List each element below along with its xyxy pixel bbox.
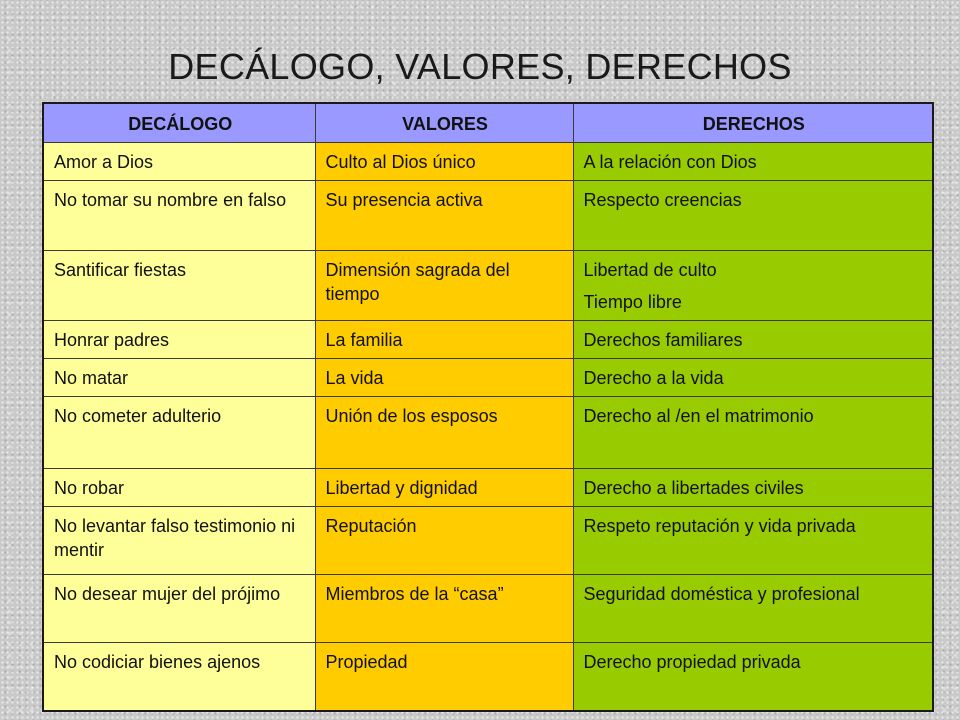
table-row [43, 507, 933, 575]
derechos-cell [573, 469, 933, 507]
decalogo-cell: No tomar su nombre en falso [43, 181, 315, 251]
table-body [43, 143, 933, 711]
table-row [43, 643, 933, 711]
derechos-line: Derechos familiares [583, 330, 743, 350]
decalogue-table [42, 102, 934, 712]
derechos-line: Seguridad doméstica y profesional [583, 584, 860, 604]
derechos-cell [573, 181, 933, 251]
decalogo-cell: No matar [43, 359, 315, 397]
valores-cell: Unión de los esposos [315, 397, 573, 469]
table-row [43, 251, 933, 321]
valores-cell: La familia [315, 321, 573, 359]
valores-cell: Libertad y dignidad [315, 469, 573, 507]
derechos-cell [573, 507, 933, 575]
derechos-line: Libertad de culto [583, 260, 717, 280]
table-row [43, 181, 933, 251]
table-row [43, 469, 933, 507]
derechos-line: Respecto creencias [583, 190, 742, 210]
derechos-line: Derecho al /en el matrimonio [583, 406, 814, 426]
table-row [43, 143, 933, 181]
derechos-line: Derecho a la vida [583, 368, 724, 388]
table-header-row [43, 103, 933, 143]
derechos-cell [573, 643, 933, 711]
derechos-line: Derecho propiedad privada [583, 652, 801, 672]
decalogo-cell: Amor a Dios [43, 143, 315, 181]
derechos-cell [573, 575, 933, 643]
table-row [43, 359, 933, 397]
derechos-line: A la relación con Dios [583, 152, 757, 172]
derechos-cell [573, 251, 933, 321]
decalogo-cell: No desear mujer del prójimo [43, 575, 315, 643]
slide-title: DECÁLOGO, VALORES, DERECHOS [168, 46, 792, 87]
derechos-cell [573, 397, 933, 469]
decalogo-cell: No codiciar bienes ajenos [43, 643, 315, 711]
valores-cell: Reputación [315, 507, 573, 575]
decalogo-cell: Santificar fiestas [43, 251, 315, 321]
valores-cell: Miembros de la “casa” [315, 575, 573, 643]
table-row [43, 397, 933, 469]
header-decalogo: DECÁLOGO [43, 103, 315, 143]
table-row [43, 321, 933, 359]
derechos-line: Derecho a libertades civiles [583, 478, 804, 498]
header-derechos: DERECHOS [573, 103, 933, 143]
header-valores: VALORES [315, 103, 573, 143]
valores-cell: Su presencia activa [315, 181, 573, 251]
table-row [43, 575, 933, 643]
derechos-cell [573, 359, 933, 397]
derechos-cell [573, 143, 933, 181]
decalogo-cell: No levantar falso testimonio ni mentir [43, 507, 315, 575]
derechos-cell [573, 321, 933, 359]
derechos-line: Respeto reputación y vida privada [583, 516, 856, 536]
valores-cell: Propiedad [315, 643, 573, 711]
decalogo-cell: Honrar padres [43, 321, 315, 359]
valores-cell: La vida [315, 359, 573, 397]
valores-cell: Culto al Dios único [315, 143, 573, 181]
decalogo-cell: No cometer adulterio [43, 397, 315, 469]
valores-cell: Dimensión sagrada del tiempo [315, 251, 573, 321]
decalogo-cell: No robar [43, 469, 315, 507]
derechos-line: Tiempo libre [583, 292, 682, 312]
